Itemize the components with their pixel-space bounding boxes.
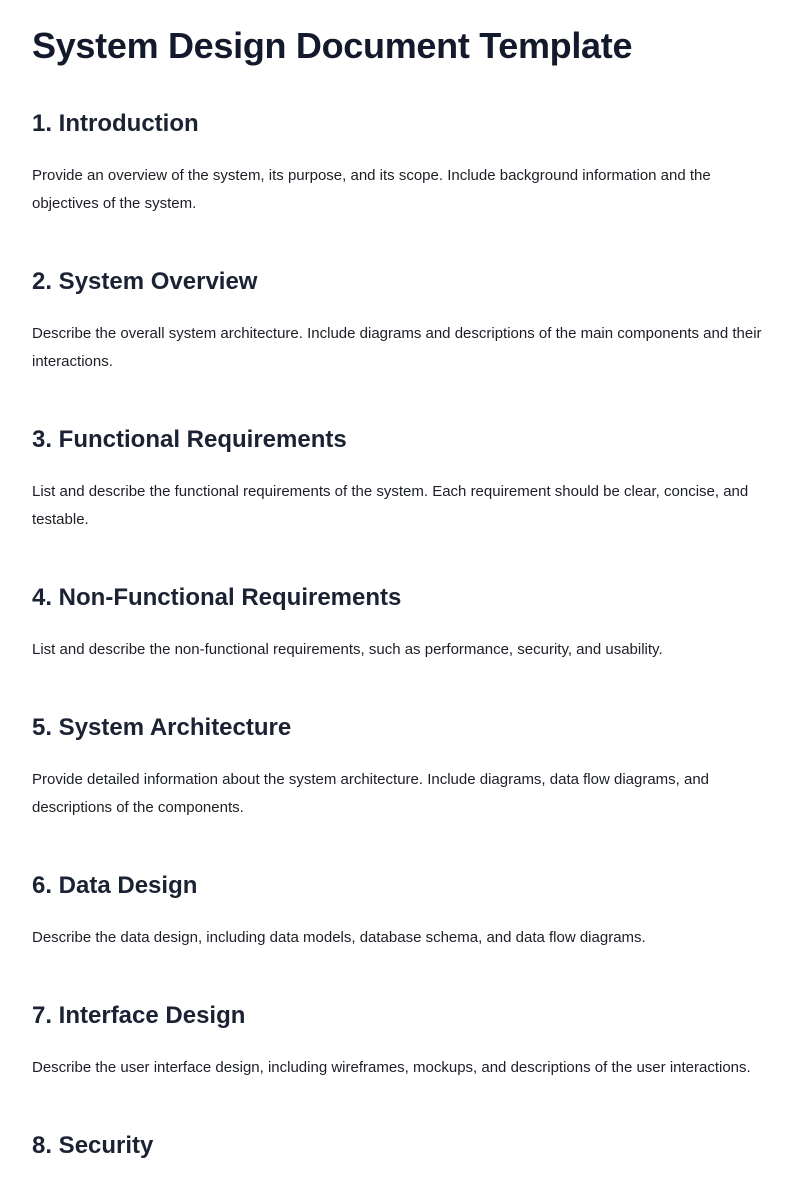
section-heading: 3. Functional Requirements — [32, 426, 347, 453]
section-heading: 5. System Architecture — [32, 714, 292, 741]
section-interface-design — [32, 1000, 768, 1082]
section-heading: 6. Data Design — [32, 872, 198, 899]
section-body: List and describe the non-functional requirements, such as performance, security, and usability. — [32, 641, 663, 658]
section-heading: 7. Interface Design — [32, 1002, 246, 1029]
section-body: Describe the overall system architecture. Include diagrams and descriptions of the main components and their interactions. — [32, 325, 762, 370]
section-heading: 1. Introduction — [32, 110, 199, 137]
section-body: Provide detailed information about the system architecture. Include diagrams, data flow diagrams, and descriptions of the components. — [32, 771, 710, 816]
section-heading: 8. Security — [32, 1132, 154, 1159]
section-system-overview — [32, 266, 768, 376]
section-system-architecture — [32, 712, 768, 822]
section-data-design — [32, 870, 768, 952]
section-introduction — [32, 108, 768, 218]
page-title: System Design Document Template — [32, 25, 633, 66]
section-body: List and describe the functional requirements of the system. Each requirement should be clear, concise, and testable. — [32, 483, 749, 528]
section-body: Provide an overview of the system, its purpose, and its scope. Include background information and the objectives of the system. — [32, 167, 711, 212]
section-body: Describe the data design, including data models, database schema, and data flow diagrams. — [32, 929, 646, 946]
section-functional-requirements — [32, 424, 768, 534]
section-security — [32, 1130, 768, 1162]
section-body: Describe the user interface design, including wireframes, mockups, and descriptions of the user interactions. — [32, 1059, 751, 1076]
section-heading: 2. System Overview — [32, 268, 258, 295]
document — [32, 0, 768, 1162]
section-non-functional-requirements — [32, 582, 768, 664]
section-heading: 4. Non-Functional Requirements — [32, 584, 402, 611]
